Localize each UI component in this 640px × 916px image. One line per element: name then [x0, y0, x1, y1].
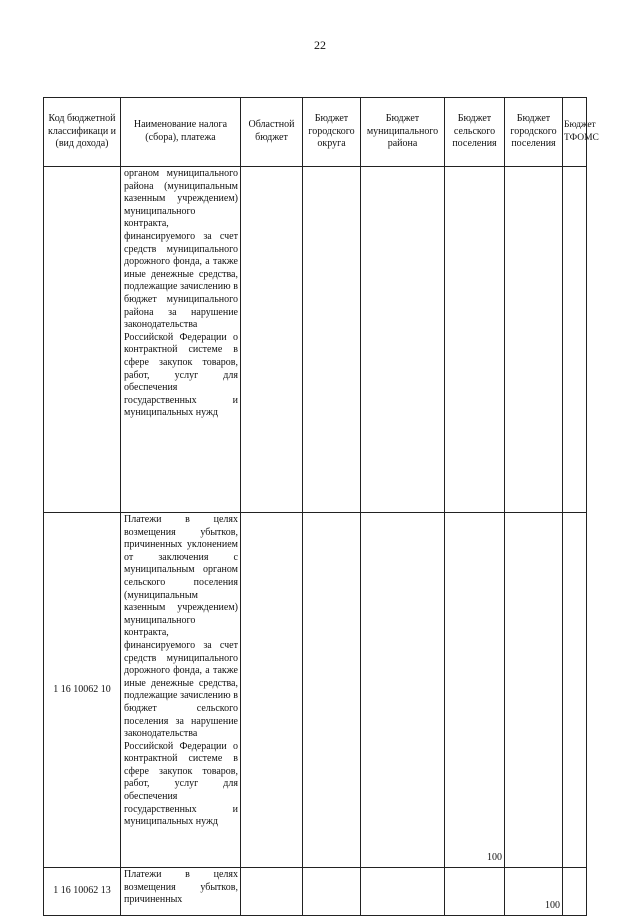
urban-settlement-cell: 100 [505, 868, 563, 916]
municipal-district-cell [361, 513, 445, 868]
name-text: Платежи в целях возмещения убытков, причиненных уклонением от заключения с муниципальным органом сельского поселения (муниципальным казенным учреждением) муниципального контракта, финансируемого за счет средств муниципального дорожного фонда, а также иные денежные средства, подлежащие зачислению в бюджет сельского поселения за нарушение законодательства Российской Федерации о контрактной системе в сфере закупок товаров, работ, услуг для обеспечения государственных и муниципальных нужд [124, 514, 238, 828]
page-number: 22 [314, 38, 326, 52]
name-text: органом муниципального района (муниципальным казенным учреждением) муниципального контракта, финансируемого за счет средств муниципального дорожного фонда, а также иные денежные средства, подлежащие зачислению в бюджет муниципального района за нарушение законодательства Российской Федерации о контрактной системе в сфере закупок товаров, работ, услуг для обеспечения государственных и муниципальных нужд [124, 168, 238, 419]
regional-cell [241, 868, 303, 916]
header-rural-settlement: Бюджет сельского поселения [445, 98, 505, 167]
urban-settlement-cell [505, 167, 563, 513]
table-header-row [44, 98, 587, 167]
table-row [44, 167, 587, 513]
municipal-district-cell [361, 167, 445, 513]
name-cell [121, 868, 241, 916]
header-city-district: Бюджет городского округа [303, 98, 361, 167]
name-cell [121, 513, 241, 868]
tfoms-cell [563, 167, 587, 513]
code-cell [44, 167, 121, 513]
table-row [44, 868, 587, 916]
regional-cell [241, 167, 303, 513]
rural-settlement-cell [445, 868, 505, 916]
header-name: Наименование налога (сбора), платежа [121, 98, 241, 167]
name-cell [121, 167, 241, 513]
rural-settlement-cell: 100 [445, 513, 505, 868]
header-municipal-district: Бюджет муниципального района [361, 98, 445, 167]
rural-settlement-cell [445, 167, 505, 513]
municipal-district-cell [361, 868, 445, 916]
city-district-cell [303, 513, 361, 868]
city-district-cell [303, 167, 361, 513]
budget-allocation-table [43, 97, 599, 916]
regional-cell [241, 513, 303, 868]
header-code: Код бюджетной классификаци и (вид дохода) [44, 98, 121, 167]
tfoms-cell [563, 868, 587, 916]
table-row [44, 513, 587, 868]
code-cell: 1 16 10062 13 [44, 868, 121, 916]
name-text: Платежи в целях возмещения убытков, причиненных [124, 869, 238, 906]
header-tfoms: Бюджет ТФОМС [563, 98, 587, 167]
header-regional: Областной бюджет [241, 98, 303, 167]
urban-settlement-cell [505, 513, 563, 868]
city-district-cell [303, 868, 361, 916]
header-urban-settlement: Бюджет городского поселения [505, 98, 563, 167]
code-cell: 1 16 10062 10 [44, 513, 121, 868]
tfoms-cell [563, 513, 587, 868]
